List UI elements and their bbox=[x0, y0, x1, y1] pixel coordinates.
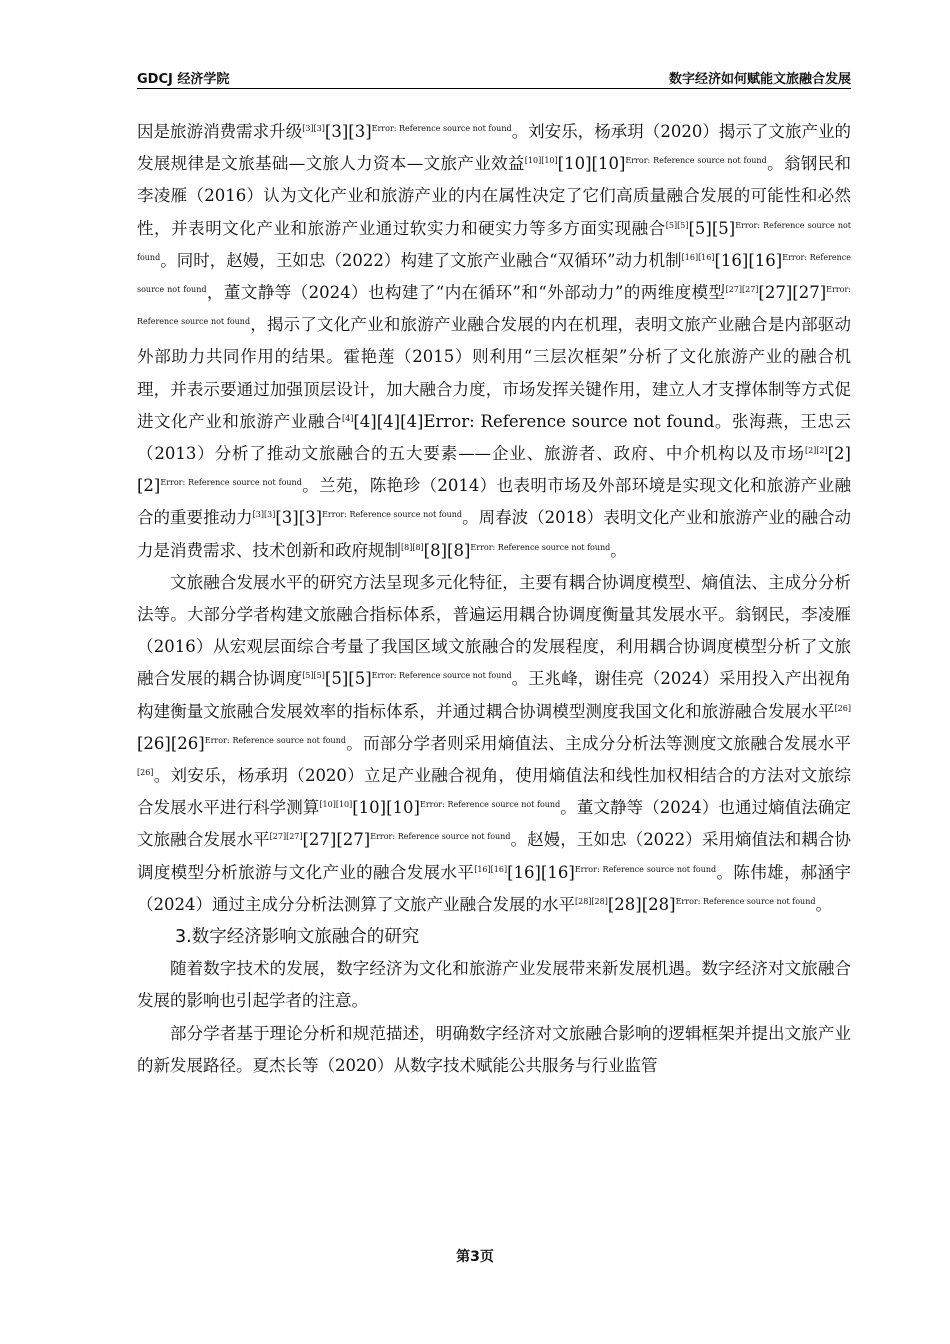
citation-superscript: Error: Reference source not found bbox=[137, 285, 851, 327]
citation-superscript: [10][10] bbox=[524, 156, 558, 166]
text-run: ，董文静等（2024）也构建了“内在循环”和“外部动力”的两维度模型 bbox=[206, 283, 726, 303]
citation-superscript: Error: Reference source not found bbox=[420, 800, 561, 810]
text-run: 。刘安乐，杨承玥（2020）揭示了文旅产业的发展规律是文旅基础—文旅人力资本—文旅产业效益 bbox=[137, 122, 852, 174]
text-run: [2][2] bbox=[137, 444, 851, 496]
citation-superscript: [28][28] bbox=[575, 896, 608, 906]
citation-superscript: [8][8] bbox=[401, 542, 424, 552]
text-run: 。 bbox=[815, 894, 832, 914]
text-run: 。同时，赵嫚，王如忠（2022）构建了文旅产业融合“双循环”动力机制 bbox=[160, 250, 682, 270]
citation-superscript: Error: Reference source not found bbox=[371, 124, 512, 133]
text-run: 。赵嫚，王如忠（2022）采用熵值法和耦合协调度模型分析旅游与文化产业的融合发展水平 bbox=[137, 830, 851, 882]
text-run: 。刘安乐，杨承玥（2020）立足产业融合视角，使用熵值法和线性加权相结合的方法对文旅综合发展水平进行科学测算 bbox=[137, 766, 851, 818]
text-run: [10][10] bbox=[557, 154, 626, 174]
citation-superscript: [10][10] bbox=[319, 800, 353, 810]
text-run: [16][16] bbox=[507, 862, 575, 882]
text-run: 。王兆峰，谢佳亮（2024）采用投入产出视角构建衡量文旅融合发展效率的指标体系，并通过耦合协调模型测度我国文化和旅游融合发展水平 bbox=[137, 669, 852, 721]
citation-superscript: [4] bbox=[342, 413, 354, 423]
text-run: 。董文静等（2024）也通过熵值法确定文旅融合发展水平 bbox=[137, 798, 852, 850]
paragraph-4: 部分学者基于理论分析和规范描述，明确数字经济对文旅融合影响的逻辑框架并提出文旅产业的新发展路径。夏杰长等（2020）从数字技术赋能公共服务与行业监管 bbox=[137, 1023, 851, 1075]
citation-superscript: Error: Reference source not found bbox=[137, 220, 852, 262]
text-run: 。兰苑，陈艳珍（2014）也表明市场及外部环境是实现文化和旅游产业融合的重要推动力 bbox=[137, 476, 851, 528]
citation-superscript: [16][16] bbox=[681, 252, 715, 262]
text-run: [4][4][4]Error: Reference source not found bbox=[353, 411, 715, 431]
citation-superscript: [26] bbox=[834, 703, 851, 713]
text-run: 。周春波（2018）表明文化产业和旅游产业的融合动力是消费需求、技术创新和政府规制 bbox=[137, 508, 852, 560]
citation-superscript: [3][3] bbox=[252, 510, 276, 520]
citation-superscript: [5][5] bbox=[302, 671, 325, 681]
header-right: 数字经济如何赋能文旅融合发展 bbox=[668, 72, 851, 87]
text-run: 。而部分学者则采用熵值法、主成分分析法等测度文旅融合发展水平 bbox=[345, 733, 852, 753]
citation-superscript: [3][3] bbox=[302, 124, 325, 133]
page-header bbox=[137, 66, 851, 89]
citation-superscript: Error: Reference source not found bbox=[470, 542, 611, 552]
text-run: [28][28] bbox=[607, 894, 676, 914]
text-run: [16][16] bbox=[714, 250, 783, 270]
header-left: GDCJ 经济学院 bbox=[137, 72, 230, 87]
text-run: [10][10] bbox=[352, 798, 420, 818]
text-run: [5][5] bbox=[324, 669, 372, 689]
text-run: ，揭示了文化产业和旅游产业融合发展的内在机理，表明文旅产业融合是内部驱动外部助力共同作用的结果。霍艳莲（2015）则利用“三层次框架”分析了文化旅游产业的融合机理，并表示要通过加强顶层设计，加大融合力度，市场发挥关键作用，建立人才支撑体制等方式促进文化产业和旅游产业融合 bbox=[137, 315, 852, 431]
citation-superscript: Error: Reference source not found bbox=[371, 671, 512, 681]
citation-superscript: Error: Reference source not found bbox=[625, 156, 767, 166]
text-run: 。 bbox=[610, 540, 627, 560]
text-run: [3][3] bbox=[275, 508, 323, 528]
paragraph-2 bbox=[137, 567, 851, 921]
paragraph-3: 随着数字技术的发展，数字经济为文化和旅游产业发展带来新发展机遇。数字经济对文旅融合发展的影响也引起学者的注意。 bbox=[137, 959, 851, 1011]
text-run: [27][27] bbox=[302, 830, 371, 850]
text-run: 。翁钢民和李凌雁（2016）认为文化产业和旅游产业的内在属性决定了它们高质量融合发展的可能性和必然性，并表明文化产业和旅游产业通过软实力和硬实力等多方面实现融合 bbox=[137, 154, 852, 238]
citation-superscript: [26] bbox=[137, 768, 154, 778]
text-run: [3][3] bbox=[324, 122, 372, 141]
text-run: 文旅融合发展水平的研究方法呈现多元化特征，主要有耦合协调度模型、熵值法、主成分分析法等。大部分学者构建文旅融合指标体系，普遍运用耦合协调度衡量其发展水平。翁钢民，李凌雁（2016）从宏观层面综合考量了我国区域文旅融合的发展程度，利用耦合协调度模型分析了文旅融合发展的耦合协调度 bbox=[137, 572, 851, 689]
citation-superscript: Error: Reference source not found bbox=[574, 864, 717, 874]
citation-superscript: Error: Reference source not found bbox=[322, 510, 463, 520]
paragraph-1 bbox=[137, 116, 851, 567]
text-run: 因是旅游消费需求升级 bbox=[137, 122, 303, 141]
page-number: 第3页 bbox=[456, 1249, 494, 1265]
text-run: 。张海燕，王忠云（2013）分析了推动文旅融合的五大要素——企业、旅游者、政府、中介机构以及市场 bbox=[137, 411, 852, 464]
text-run: [27][27] bbox=[758, 283, 827, 303]
citation-superscript: Error: Reference source not found bbox=[370, 832, 511, 842]
citation-superscript: Error: Reference source not found bbox=[137, 252, 851, 295]
text-run: [5][5] bbox=[688, 218, 736, 238]
citation-superscript: [5][5] bbox=[665, 220, 689, 230]
citation-superscript: Error: Reference source not found bbox=[675, 896, 816, 906]
citation-superscript: [27][27] bbox=[269, 832, 303, 842]
citation-superscript: Error: Reference source not found bbox=[204, 735, 346, 745]
text-run: [26][26] bbox=[137, 733, 205, 753]
citation-superscript: [27][27] bbox=[725, 285, 759, 295]
text-run: 。陈伟雄，郝涵宇（2024）通过主成分分析法测算了文旅产业融合发展的水平 bbox=[137, 862, 852, 914]
section-heading: 3.数字经济影响文旅融合的研究 bbox=[175, 927, 420, 948]
body-text bbox=[137, 116, 851, 1082]
citation-superscript: [2][2] bbox=[804, 446, 828, 456]
citation-superscript: Error: Reference source not found bbox=[160, 478, 302, 488]
text-run: [8][8] bbox=[423, 540, 471, 560]
citation-superscript: [16][16] bbox=[474, 864, 508, 874]
